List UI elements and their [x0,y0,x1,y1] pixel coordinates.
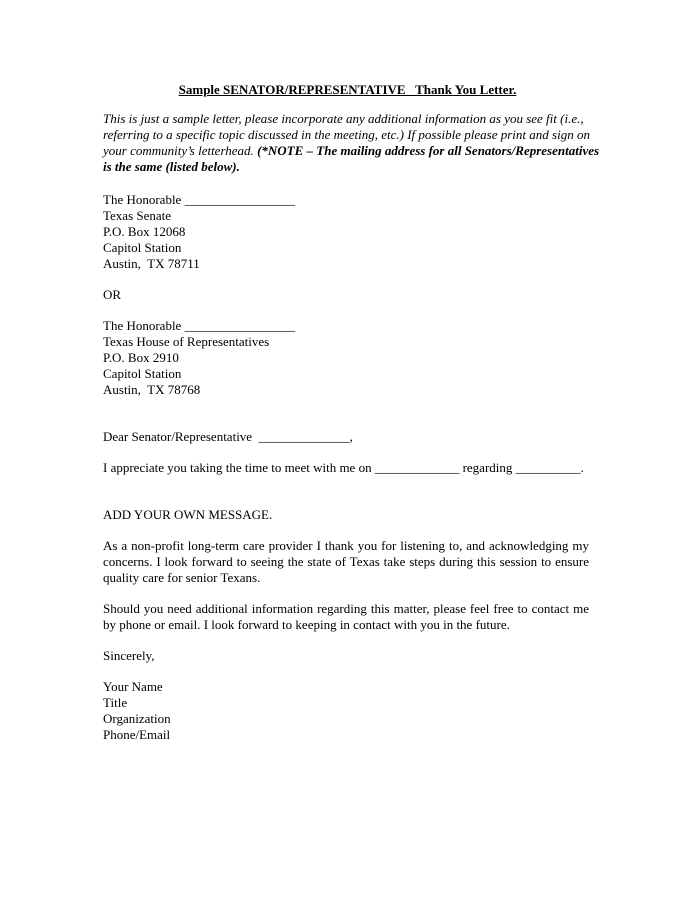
senate-address-line-5: Austin, TX 78711 [103,256,200,271]
senate-address-line-4: Capitol Station [103,240,182,255]
senate-address-line-2: Texas Senate [103,208,172,223]
add-message-placeholder: ADD YOUR OWN MESSAGE. [103,507,273,522]
signature-organization: Organization [103,711,171,726]
body-paragraph-1: As a non-profit long-term care provider I thank you for listening to, and acknowledging my concerns. I look forward to seeing the state of Texas take steps during this session to ensure quality care for senior Texans. [103,538,589,585]
letter-title: Sample SENATOR/REPRESENTATIVE Thank You Letter. [178,82,517,97]
intro-instructions [103,111,603,175]
senate-address-line-3: P.O. Box 12068 [103,224,186,239]
body-paragraph-2: Should you need additional information regarding this matter, please feel free to contact me by phone or email. I look forward to keeping in contact with you in the future. [103,601,589,632]
signature-name: Your Name [103,679,163,694]
house-address-line-1: The Honorable _________________ [103,318,296,333]
salutation: Dear Senator/Representative ______________, [103,429,353,444]
house-address-line-4: Capitol Station [103,366,182,381]
intro-italic-text: This is just a sample letter, please incorporate any additional information as you see fit (i.e., referring to a specific topic discussed in the meeting, etc.) If possible please print and sign on your community’s letterhead. [103,111,590,158]
senate-address-line-1: The Honorable _________________ [103,192,296,207]
signature-title: Title [103,695,128,710]
closing: Sincerely, [103,648,155,663]
house-address-line-5: Austin, TX 78768 [103,382,201,397]
intro-bold-note: (*NOTE – The mailing address for all Senators/Representatives is the same (listed below). [103,143,600,174]
house-address-line-3: P.O. Box 2910 [103,350,179,365]
signature-contact: Phone/Email [103,727,171,742]
or-separator: OR [103,287,122,302]
appreciation-paragraph: I appreciate you taking the time to meet with me on _____________ regarding __________. [103,460,584,475]
house-address-line-2: Texas House of Representatives [103,334,270,349]
